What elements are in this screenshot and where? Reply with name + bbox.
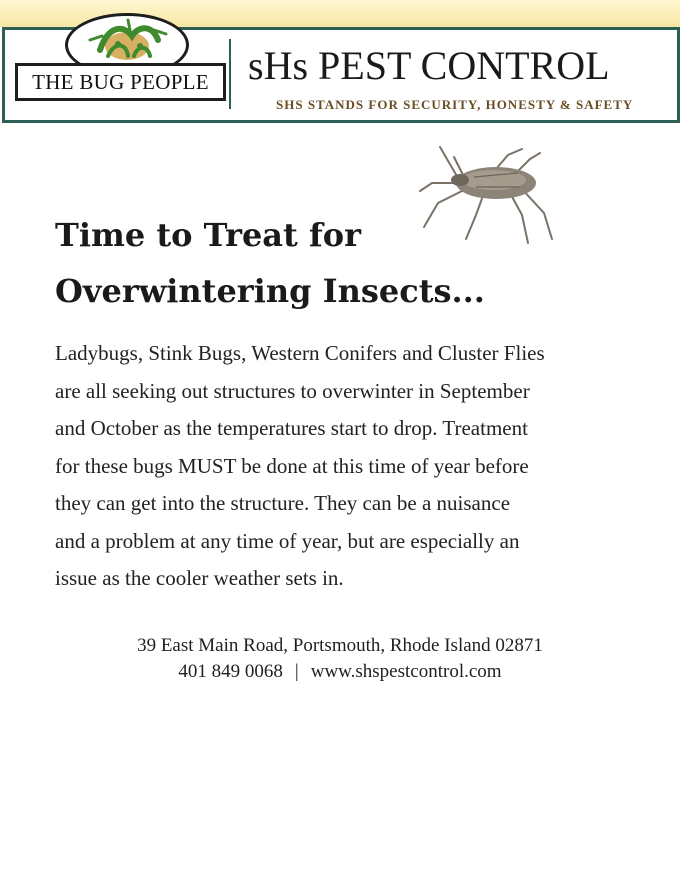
body-line: they can get into the structure. They can be a nuisance — [55, 491, 511, 515]
body-line: and October as the temperatures start to drop. Treatment — [55, 416, 528, 440]
header-divider — [229, 39, 231, 109]
phone-website-line — [0, 659, 680, 685]
contact-separator: | — [294, 661, 299, 682]
headline-line-2: Overwintering Insects... — [55, 272, 485, 310]
phone-number[interactable]: 401 849 0068 — [178, 661, 283, 682]
headline — [55, 207, 615, 319]
headline-line-1: Time to Treat for — [55, 216, 361, 254]
body-line: and a problem at any time of year, but are especially an — [55, 528, 520, 553]
address: 39 East Main Road, Portsmouth, Rhode Island 02871 — [137, 635, 543, 656]
company-name: sHs PEST CONTROL — [248, 43, 610, 88]
body-paragraph — [55, 335, 655, 598]
logo-text: THE BUG PEOPLE — [15, 63, 226, 101]
body-line: for these bugs MUST be done at this time of year before — [55, 453, 529, 478]
body-line: Ladybugs, Stink Bugs, Western Conifers and Cluster Flies — [55, 341, 545, 365]
contact-block — [0, 633, 680, 685]
header-banner — [2, 27, 680, 123]
body-line: issue as the cooler weather sets in. — [55, 566, 344, 590]
body-line: are all seeking out structures to overwinter in September — [55, 378, 530, 403]
tagline: SHS STANDS FOR SECURITY, HONESTY & SAFETY — [276, 97, 634, 112]
website-link[interactable]: www.shspestcontrol.com — [310, 661, 502, 682]
